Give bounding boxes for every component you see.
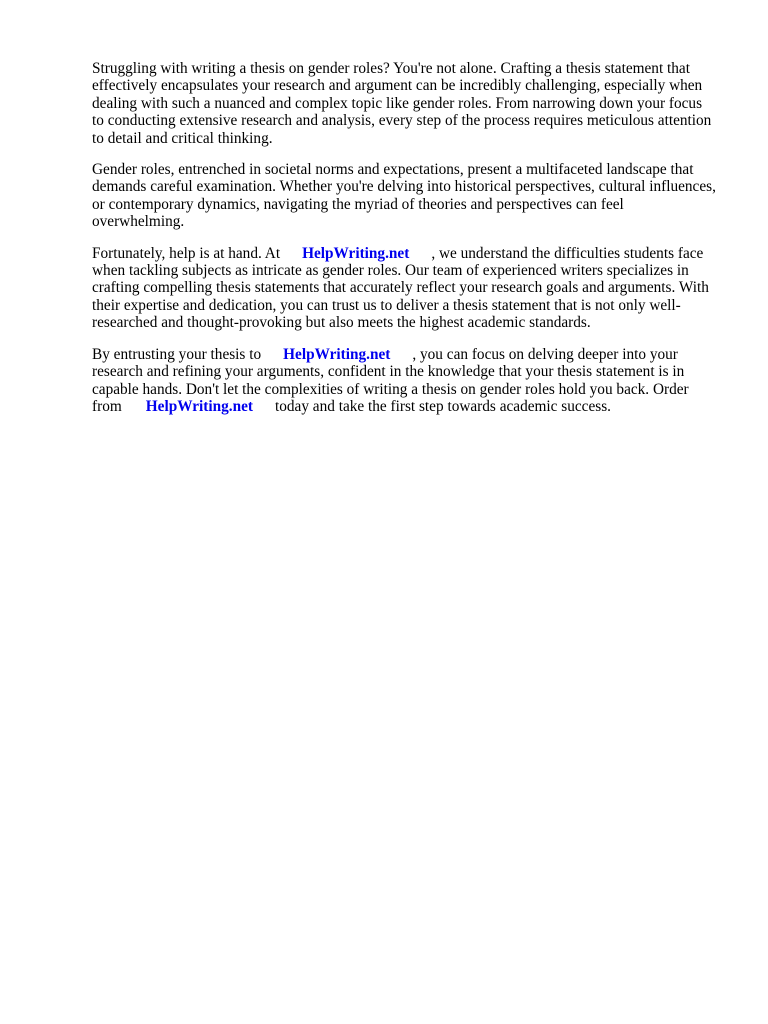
text-line: capable hands. Don't let the complexities of writing a thesis on gender roles hold you back. Order: [92, 380, 689, 398]
paragraph-gender-roles: [92, 161, 732, 231]
text-line: overwhelming.: [92, 213, 185, 231]
text-line: [92, 245, 732, 262]
text-line: [92, 346, 732, 363]
text-line: [92, 398, 732, 415]
text-line: effectively encapsulates your research and argument can be incredibly challenging, especially when: [92, 77, 703, 95]
text-line: their expertise and dedication, you can trust us to deliver a thesis statement that is not only well-: [92, 296, 681, 314]
text-line: Struggling with writing a thesis on gender roles? You're not alone. Crafting a thesis statement that: [92, 60, 690, 77]
helpwriting-link[interactable]: HelpWriting.net: [283, 345, 391, 363]
helpwriting-link[interactable]: HelpWriting.net: [302, 244, 410, 262]
text-fragment: from: [92, 397, 122, 415]
text-fragment: today and take the first step towards academic success.: [274, 397, 611, 415]
paragraph-intro: [92, 60, 732, 147]
text-line: when tackling subjects as intricate as gender roles. Our team of experienced writers specializes in: [92, 262, 689, 280]
text-line: or contemporary dynamics, navigating the myriad of theories and perspectives can feel: [92, 195, 624, 213]
text-fragment: Fortunately, help is at hand. At: [92, 244, 281, 262]
text-fragment: , we understand the difficulties students face: [431, 244, 704, 262]
text-fragment: By entrusting your thesis to: [92, 345, 262, 363]
text-line: Gender roles, entrenched in societal norms and expectations, present a multifaceted landscape that: [92, 161, 694, 179]
text-line: crafting compelling thesis statements that accurately reflect your research goals and arguments. With: [92, 279, 709, 297]
helpwriting-link[interactable]: HelpWriting.net: [145, 397, 253, 415]
paragraph-help: [92, 245, 732, 332]
document-page: [92, 60, 732, 429]
text-line: to conducting extensive research and analysis, every step of the process requires meticulous attention: [92, 112, 712, 130]
text-line: demands careful examination. Whether you're delving into historical perspectives, cultural influences,: [92, 178, 716, 196]
text-line: research and refining your arguments, confident in the knowledge that your thesis statement is in: [92, 363, 685, 381]
text-line: dealing with such a nuanced and complex topic like gender roles. From narrowing down your focus: [92, 94, 703, 112]
text-line: researched and thought-provoking but also meets the highest academic standards.: [92, 314, 591, 332]
text-line: to detail and critical thinking.: [92, 129, 273, 147]
paragraph-entrust: [92, 346, 732, 416]
text-fragment: , you can focus on delving deeper into your: [412, 345, 678, 363]
